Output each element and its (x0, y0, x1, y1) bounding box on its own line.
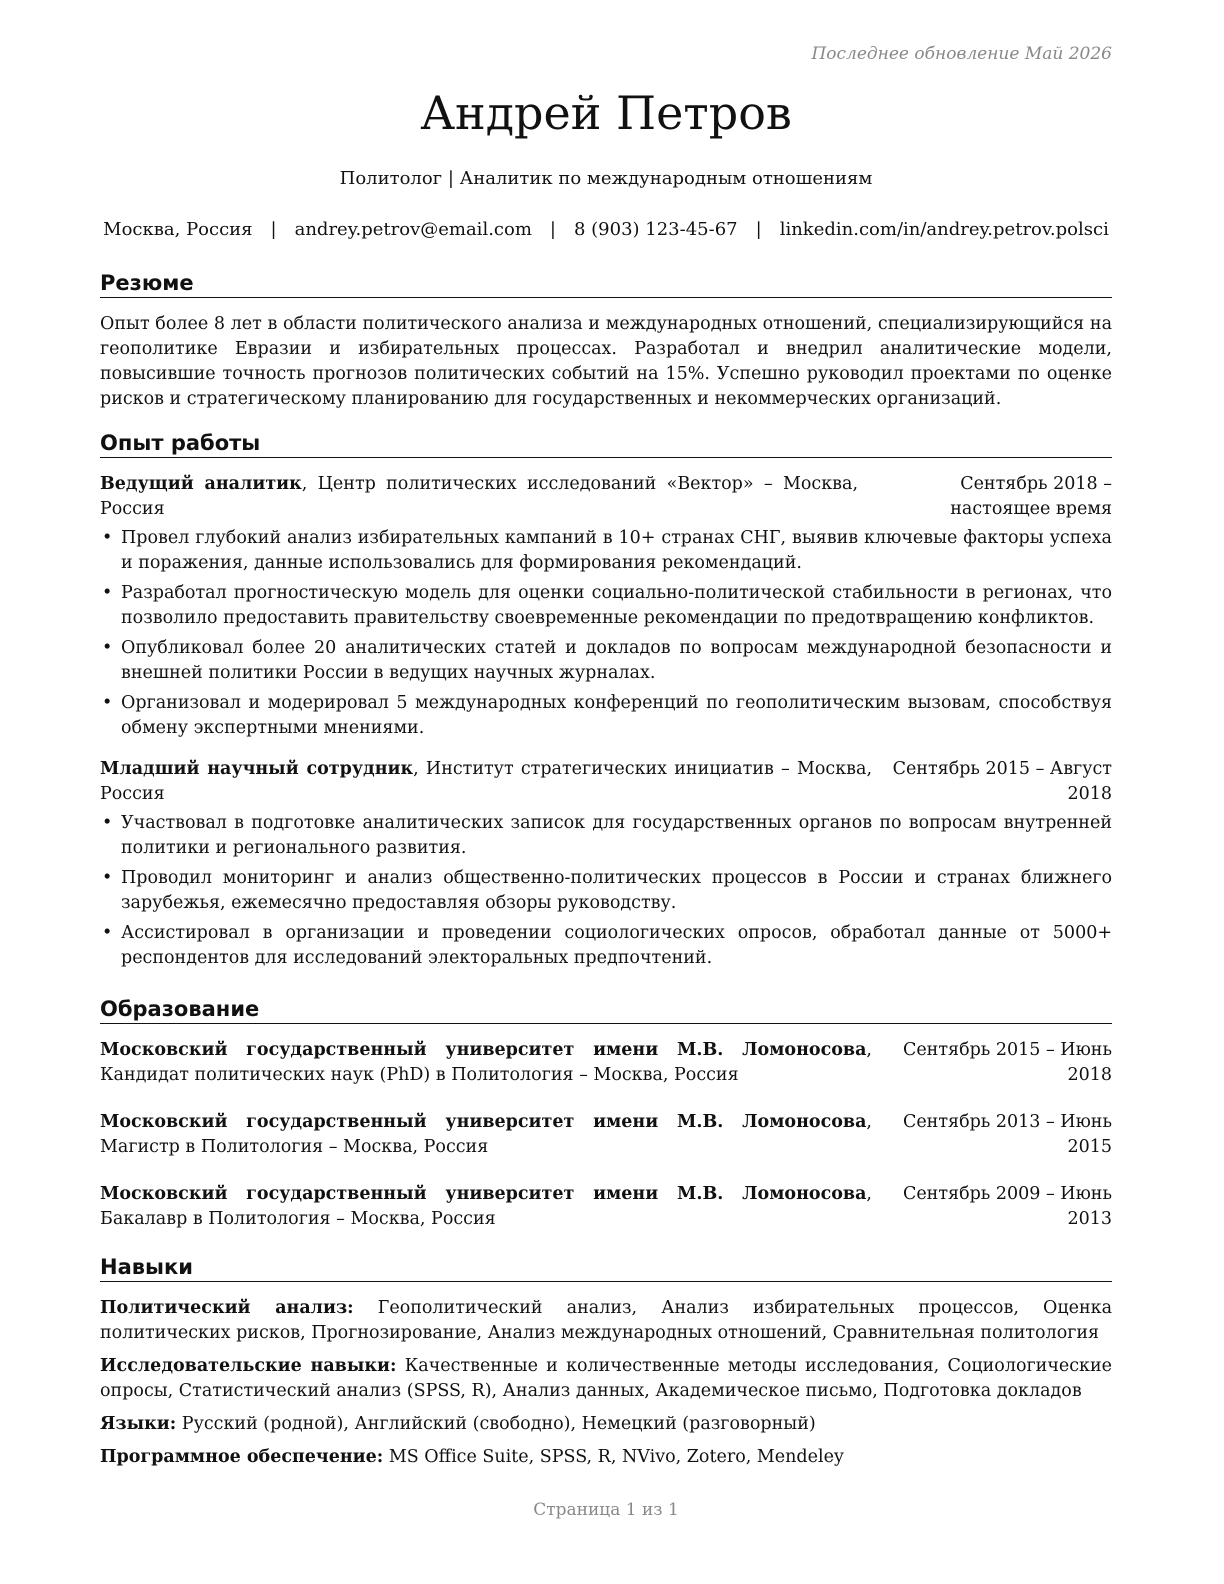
section-title: Образование (100, 996, 1112, 1024)
education-school: Московский государственный университет имени М.В. Ломоносова (100, 1040, 867, 1060)
skill-label: Программное обеспечение: (100, 1447, 384, 1467)
education-header (100, 1110, 1112, 1160)
education-header (100, 1182, 1112, 1232)
education-degree: , Магистр в Политология – Москва, Россия (100, 1112, 872, 1157)
education-line (100, 1182, 872, 1232)
job-position: Ведущий аналитик (100, 474, 302, 494)
summary-section (100, 270, 1112, 412)
job-header (100, 757, 1112, 807)
contact-phone[interactable]: 8 (903) 123-45-67 (573, 219, 738, 240)
person-name: Андрей Петров (420, 86, 792, 140)
skill-line (100, 1445, 1112, 1470)
job-header (100, 472, 1112, 522)
skill-line (100, 1354, 1112, 1404)
skill-label: Исследовательские навыки: (100, 1356, 397, 1376)
experience-section (100, 430, 1112, 976)
job-entry (100, 472, 1112, 741)
contact-line (72, 219, 1140, 240)
skills-section (100, 1254, 1112, 1478)
section-title: Навыки (100, 1254, 1112, 1282)
person-subtitle: Политолог | Аналитик по международным отношениям (339, 168, 873, 189)
skill-value: Качественные и количественные методы исследования, Социологические опросы, Статистический анализ (SPSS, R), Анализ данных, Академическое письмо, Подготовка докладов (100, 1356, 1113, 1401)
job-bullets (100, 526, 1112, 741)
list-item: • Разработал прогностическую модель для оценки социально-политической стабильности в регионах, что позволило предоставить правительству своевременные рекомендации по предотвращению конфликтов. (100, 581, 1112, 631)
education-dates: Сентябрь 2013 – Июнь 2015 (902, 1112, 1112, 1157)
job-title-line (100, 757, 872, 807)
education-degree: , Кандидат политических наук (PhD) в Политология – Москва, Россия (100, 1040, 872, 1085)
job-dates: Сентябрь 2015 – Август 2018 (892, 759, 1112, 804)
job-organization: , Институт стратегических инициатив – Москва, Россия (100, 759, 873, 804)
skill-line (100, 1412, 1112, 1437)
education-section (100, 996, 1112, 1232)
job-position: Младший научный сотрудник (100, 759, 414, 779)
list-item: • Проводил мониторинг и анализ общественно-политических процессов в России и странах ближнего зарубежья, ежемесячно предоставляя обзоры руководству. (100, 866, 1112, 916)
list-item: • Участвовал в подготовке аналитических записок для государственных органов по вопросам внутренней политики и регионального развития. (100, 811, 1112, 861)
list-item: • Организовал и модерировал 5 международных конференций по геополитическим вызовам, способствуя обмену экспертными мнениями. (100, 691, 1112, 741)
section-title: Опыт работы (100, 430, 1112, 458)
contact-separator: | (549, 219, 556, 240)
skill-line (100, 1296, 1112, 1346)
page-number: Страница 1 из 1 (533, 1500, 679, 1520)
skill-value: MS Office Suite, SPSS, R, NVivo, Zotero, Mendeley (383, 1447, 844, 1467)
education-entry (100, 1182, 1112, 1232)
education-line (100, 1110, 872, 1160)
job-dates: Сентябрь 2018 – настоящее время (950, 474, 1112, 519)
job-organization: , Центр политических исследований «Вектор» – Москва, Россия (100, 474, 859, 519)
contact-separator: | (755, 219, 762, 240)
contact-separator: | (270, 219, 277, 240)
education-school: Московский государственный университет имени М.В. Ломоносова (100, 1112, 867, 1132)
education-dates: Сентябрь 2009 – Июнь 2013 (902, 1184, 1112, 1229)
skill-label: Языки: (100, 1414, 177, 1434)
education-entry (100, 1038, 1112, 1088)
summary-text: Опыт более 8 лет в области политического анализа и международных отношений, специализирующийся на геополитике Евразии и избирательных процессах. Разработал и внедрил аналитические модели, повысившие точность прогнозов политических событий на 15%. Успешно руководил проектами по оценке рисков и стратегическому планированию для государственных и некоммерческих организаций. (100, 314, 1112, 409)
education-entry (100, 1110, 1112, 1160)
skill-value: Геополитический анализ, Анализ избирательных процессов, Оценка политических рисков, Прогнозирование, Анализ международных отношений, Сравнительная политология (100, 1298, 1112, 1343)
education-line (100, 1038, 872, 1088)
contact-location: Москва, Россия (103, 219, 253, 240)
job-title-line (100, 472, 858, 522)
list-item: • Ассистировал в организации и проведении социологических опросов, обработал данные от 5000+ респондентов для исследований электоральных предпочтений. (100, 921, 1112, 971)
education-degree: , Бакалавр в Политология – Москва, Россия (100, 1184, 872, 1229)
contact-linkedin[interactable]: linkedin.com/in/andrey.petrov.polsci (779, 219, 1109, 240)
skill-value: Русский (родной), Английский (свободно), Немецкий (разговорный) (176, 1414, 816, 1434)
education-dates: Сентябрь 2015 – Июнь 2018 (902, 1040, 1112, 1085)
resume-page (100, 0, 1112, 1584)
education-header (100, 1038, 1112, 1088)
job-bullets (100, 811, 1112, 971)
job-entry (100, 757, 1112, 971)
list-item: • Опубликовал более 20 аналитических статей и докладов по вопросам международной безопасности и внешней политики России в ведущих научных журналах. (100, 636, 1112, 686)
contact-email[interactable]: andrey.petrov@email.com (294, 219, 532, 240)
list-item: • Провел глубокий анализ избирательных кампаний в 10+ странах СНГ, выявив ключевые факторы успеха и поражения, данные использовались для формирования рекомендаций. (100, 526, 1112, 576)
skill-label: Политический анализ: (100, 1298, 354, 1318)
section-title: Резюме (100, 270, 1112, 298)
education-school: Московский государственный университет имени М.В. Ломоносова (100, 1184, 867, 1204)
last-updated: Последнее обновление Май 2026 (811, 44, 1112, 64)
